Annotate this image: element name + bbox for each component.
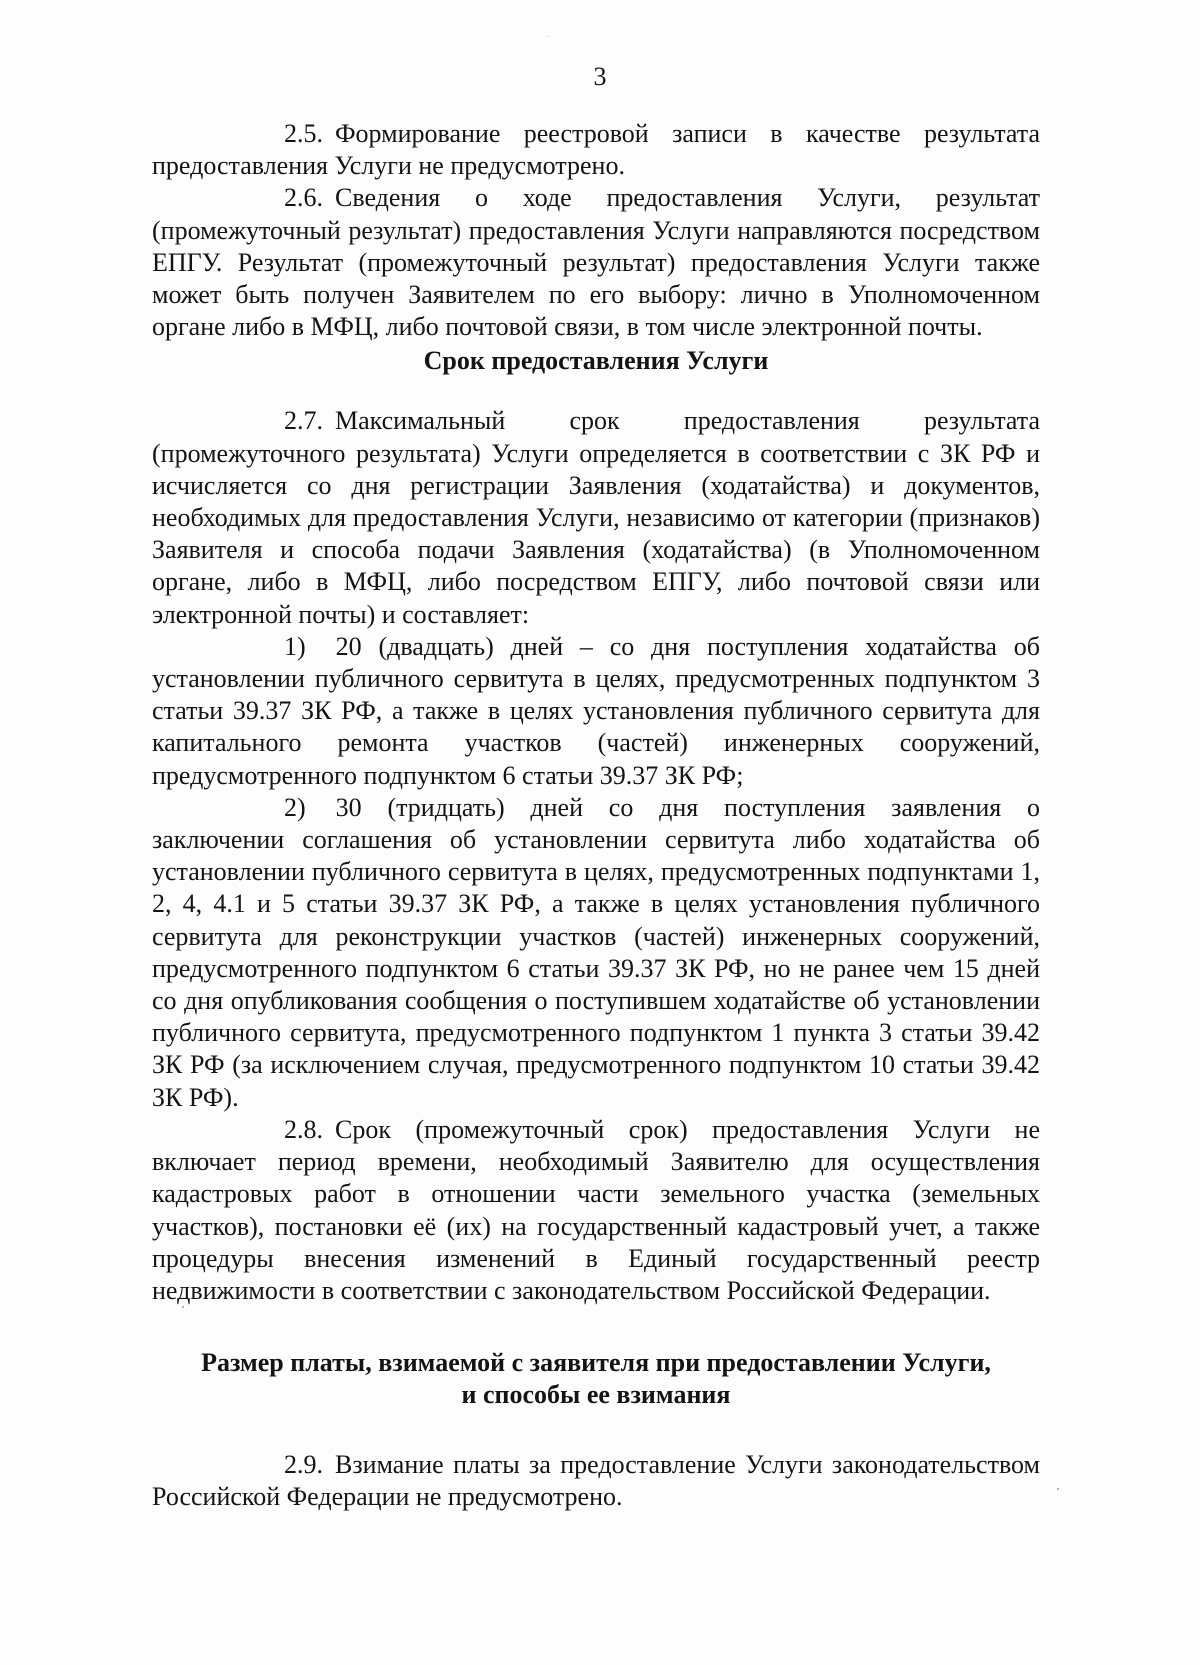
- scan-speck: [548, 36, 549, 37]
- section-heading-fee: [152, 1347, 1040, 1411]
- list-item-number: 1): [284, 631, 306, 661]
- paragraph-2-5: [152, 118, 1040, 182]
- document-body: [152, 118, 1040, 1514]
- paragraph-number: 2.6.: [284, 183, 323, 213]
- list-item-text: 30 (тридцать) дней со дня поступления заявления о заключении соглашения об установлении сервитута либо ходатайства об установлении публичного сервитута в целях, предусмотренных подпунктами 1, 2, 4, 4.1 и 5 статьи 39.37 ЗК РФ, а также в целях установления публичного сервитута для реконструкции участков (частей) инженерных сооружений, предусмотренного подпунктом 6 статьи 39.37 ЗК РФ, но не ранее чем 15 дней со дня опубликования сообщения о поступившем ходатайстве об установлении публичного сервитута, предусмотренного подпунктом 1 пункта 3 статьи 39.42 ЗК РФ (за исключением случая, предусмотренного подпунктом 10 статьи 39.42 ЗК РФ).: [152, 792, 1040, 1112]
- paragraph-2-8: [152, 1114, 1040, 1307]
- paragraph-2-6: [152, 182, 1040, 343]
- paragraph-2-9: [152, 1449, 1040, 1513]
- paragraph-number: 2.5.: [284, 119, 323, 148]
- paragraph-text: Сведения о ходе предоставления Услуги, результат (промежуточный результат) предоставления Услуги направляются посредством ЕПГУ. Результат (промежуточный результат) предоставления Услуги также может быть получен Заявителем по его выбору: лично в Уполномоченном органе либо в МФЦ, либо почтовой связи, в том числе электронной почты.: [152, 183, 1040, 342]
- scan-speck: [1057, 1488, 1059, 1490]
- list-item-2: [152, 792, 1040, 1114]
- paragraph-text: Максимальный срок предоставления результата (промежуточного результата) Услуги определяется в соответствии с ЗК РФ и исчисляется со дня регистрации Заявления (ходатайства) и документов, необходимых для предоставления Услуги, независимо от категории (признаков) Заявителя и способа подачи Заявления (ходатайства) (в Уполномоченном органе, либо в МФЦ, либо посредством ЕПГУ, либо почтовой связи или электронной почты) и составляет:: [152, 406, 1040, 629]
- list-item-number: 2): [284, 792, 306, 822]
- paragraph-number: 2.9.: [284, 1450, 323, 1480]
- section-heading-fee-line-1: Размер платы, взимаемой с заявителя при предоставлении Услуги,: [201, 1348, 991, 1378]
- paragraph-text: Формирование реестровой записи в качестве результата предоставления Услуги не предусмотрено.: [152, 119, 1040, 181]
- section-heading-term: Срок предоставления Услуги: [423, 346, 769, 376]
- list-item-1: [152, 631, 1040, 792]
- page-number: 3: [593, 62, 607, 91]
- paragraph-text: Взимание платы за предоставление Услуги законодательством Российской Федерации не предусмотрено.: [152, 1450, 1040, 1512]
- section-heading-fee-line-2: и способы ее взимания: [461, 1380, 731, 1410]
- paragraph-number: 2.7.: [284, 406, 323, 436]
- paragraph-text: Срок (промежуточный срок) предоставления Услуги не включает период времени, необходимый Заявителю для осуществления кадастровых работ в отношении части земельного участка (земельных участков), постановки её (их) на государственный кадастровый учет, а также процедуры внесения изменений в Единый государственный реестр недвижимости в соответствии с законодательством Российской Федерации.: [152, 1114, 1040, 1305]
- paragraph-2-7: [152, 405, 1040, 630]
- paragraph-number: 2.8.: [284, 1114, 323, 1144]
- scan-speck: [182, 1306, 184, 1308]
- list-item-text: 20 (двадцать) дней – со дня поступления ходатайства об установлении публичного сервитута в целях, предусмотренных подпунктом 3 статьи 39.37 ЗК РФ, а также в целях установления публичного сервитута для капитального ремонта участков (частей) инженерных сооружений, предусмотренного подпунктом 6 статьи 39.37 ЗК РФ;: [152, 631, 1040, 790]
